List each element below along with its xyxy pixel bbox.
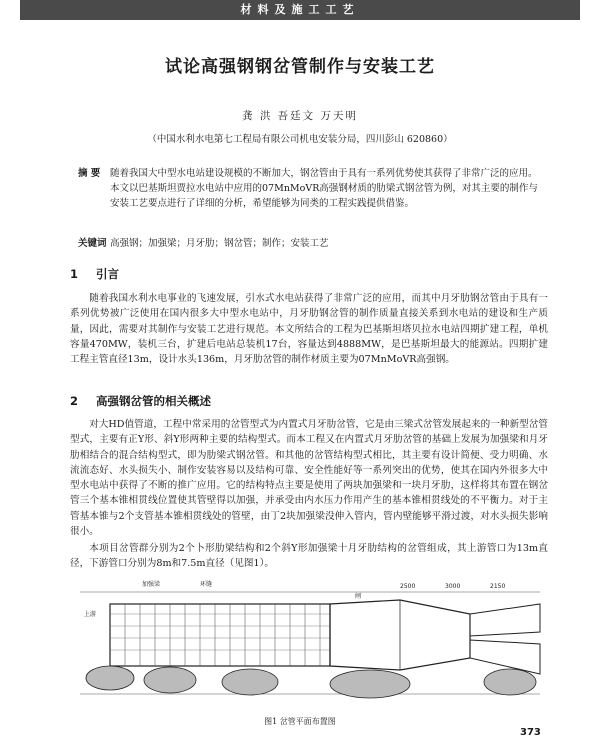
figure-1-caption: 图1 岔管平面布置图: [264, 717, 336, 726]
label-gate: 闸: [355, 593, 362, 600]
section-2-heading: [70, 393, 211, 409]
section-1-paragraph: 随着我国水利水电事业的飞速发展，引水式水电站获得了非常广泛的应用，而其中月牙肋钢岔管由于具有一系列优势被广泛使用在国内很多大中型水电站中，月牙肋钢岔管的制作质量直接关系到水电站的建设和生产质量，因此，需要对其制作与安装工艺进行规范。本文所结合的工程为巴基斯坦塔贝拉水电站四期扩建工程，单机容量470MW，装机三台，扩建后电站总装机17台，容量达到4888MW，是巴基斯坦最大的能源站。四期扩建工程主管直径13m，设计水头136m，月牙肋岔管的制作材质主要为07MnMoVR高强钢。: [70, 293, 548, 366]
pipe-elbow-1: [86, 666, 134, 690]
branch-pipe-upper: [470, 604, 540, 636]
page-number: 373: [520, 727, 541, 738]
section-2-paragraph-2: 本项目岔管群分别为2个卜形肋梁结构和2个斜Y形加强梁十月牙肋结构的岔管组成，其上游管口为13m直径，下游管口分别为8m和7.5m直径（见图1）。: [70, 543, 548, 570]
pipe-elbow-2: [144, 667, 196, 693]
pipe-elbow-5: [484, 669, 536, 695]
label-girth-weld: 环缝: [200, 581, 213, 588]
section-2-title: 高强钢岔管的相关概述: [96, 394, 211, 408]
label-stiffener-beam: 加强梁: [142, 581, 161, 588]
main-pipe-outline: [110, 604, 330, 666]
pipe-elbow-4: [330, 670, 410, 698]
main-pipe-stiffeners: [125, 604, 320, 666]
abstract-label: 摘 要: [78, 168, 101, 179]
paper-title: 试论高强钢钢岔管制作与安装工艺: [165, 57, 435, 77]
figure-1-drawing: [70, 574, 550, 712]
label-dim-2150: 2150: [490, 583, 506, 590]
section-2-paragraph-1: 对大HD值管道，工程中常采用的岔管型式为内置式月牙肋岔管，它是由三梁式岔管发展起来的一种新型岔管型式，主要有正Y形、斜Y形两种主要的结构型式。而本工程又在内置式月牙肋岔管的基础上发展为加强梁和月牙肋相结合的混合结构型式，即为肋梁式钢岔管。和其他的岔管结构型式相比，其主要有设计简便、受力明确、水流流态好、水头损失小、制作安装容易以及结构可靠、安全性能好等一系列突出的优势，使其在国内外很多大中型水电站中获得了不断的推广应用。它的结构特点主要是使用了两块加强梁和一块月牙肋，这样将其布置在钢岔管三个基本锥相贯线位置使其管壁得以加强，并承受由内水压力作用产生的基本锥相贯线处的不平衡力。对于主管基本锥与2个支管基本锥相贯线处的管壁，由丁2块加强梁没伸入管内，管内壁能够平滑过渡，对水头损失影响很小。: [70, 419, 548, 538]
keywords-label: 关键词: [78, 238, 107, 249]
figure-1-bifurcation-layout: [70, 574, 550, 712]
main-pipe-hatching: [110, 614, 330, 650]
abstract: [78, 166, 540, 211]
abstract-text: 随着我国大中型水电站建设规模的不断加大，钢岔管由于具有一系列优势使其获得了非常广泛的应用。本文以巴基斯坦贾拉水电站中应用的07MnMoVR高强钢材质的肋梁式钢岔管为例，对其主要的制作与安装工艺要点进行了详细的分析，希望能够为同类的工程实践提供借鉴。: [110, 168, 538, 209]
journal-section-header: [20, 0, 580, 20]
authors: 龚 洪 吾廷文 万天明: [241, 110, 358, 122]
label-upstream: 上游: [84, 611, 97, 618]
pipe-elbow-3: [222, 669, 278, 695]
section-1-title: 引言: [96, 267, 119, 281]
section-1-number: 1: [70, 267, 79, 281]
label-dim-2500: 2500: [400, 583, 416, 590]
label-dim-3000: 3000: [445, 583, 461, 590]
keywords-text: 高强钢；加强梁；月牙肋；钢岔管；制作；安装工艺: [110, 238, 329, 249]
section-2-number: 2: [70, 394, 79, 408]
journal-section-text: 材料及施工工艺: [240, 3, 360, 16]
section-1-heading: [70, 266, 119, 282]
keywords: [78, 236, 540, 251]
affiliation: （中国水利水电第七工程局有限公司机电安装分局，四川彭山 620860）: [147, 134, 453, 145]
